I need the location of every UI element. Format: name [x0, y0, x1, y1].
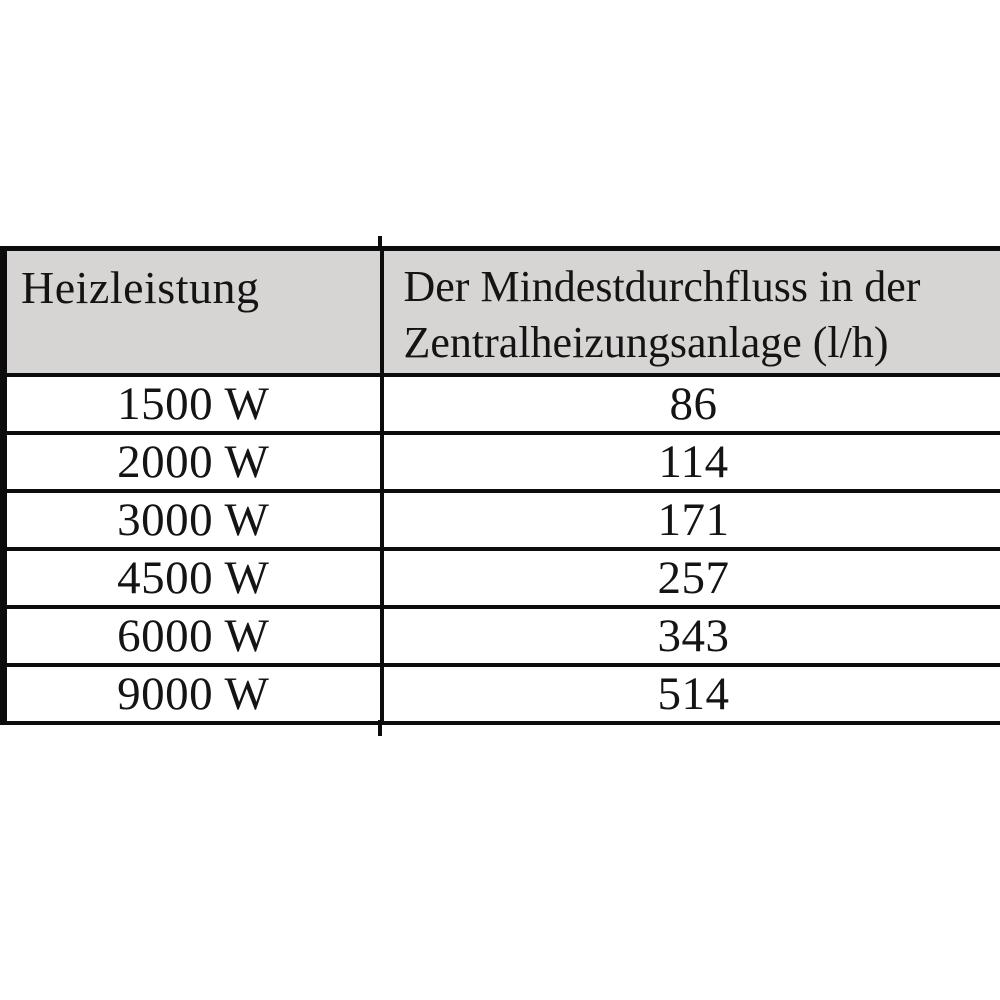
header-heizleistung: Heizleistung [4, 249, 382, 376]
flow-cell: 171 [382, 491, 1000, 549]
column-divider-overhang-top [378, 236, 382, 248]
table-row [4, 549, 1000, 607]
header-mindestdurchfluss [382, 249, 1000, 376]
flow-cell: 257 [382, 549, 1000, 607]
power-cell: 9000 W [4, 665, 382, 723]
table-row [4, 665, 1000, 723]
min-flow-table [0, 246, 1000, 725]
power-cell: 2000 W [4, 433, 382, 491]
table-row [4, 433, 1000, 491]
flow-cell: 86 [382, 375, 1000, 433]
header-row [4, 249, 1000, 376]
power-cell: 3000 W [4, 491, 382, 549]
flow-cell: 343 [382, 607, 1000, 665]
header-mindestdurchfluss-line2: Zentralheizungsanlage (l/h) [403, 318, 889, 367]
flow-cell: 514 [382, 665, 1000, 723]
header-mindestdurchfluss-line1: Der Mindestdurchfluss in der [403, 262, 921, 311]
table-row [4, 375, 1000, 433]
power-cell: 1500 W [4, 375, 382, 433]
column-divider-overhang-bottom [378, 720, 382, 736]
flow-cell: 114 [382, 433, 1000, 491]
table-row [4, 491, 1000, 549]
table-row [4, 607, 1000, 665]
power-cell: 4500 W [4, 549, 382, 607]
power-cell: 6000 W [4, 607, 382, 665]
